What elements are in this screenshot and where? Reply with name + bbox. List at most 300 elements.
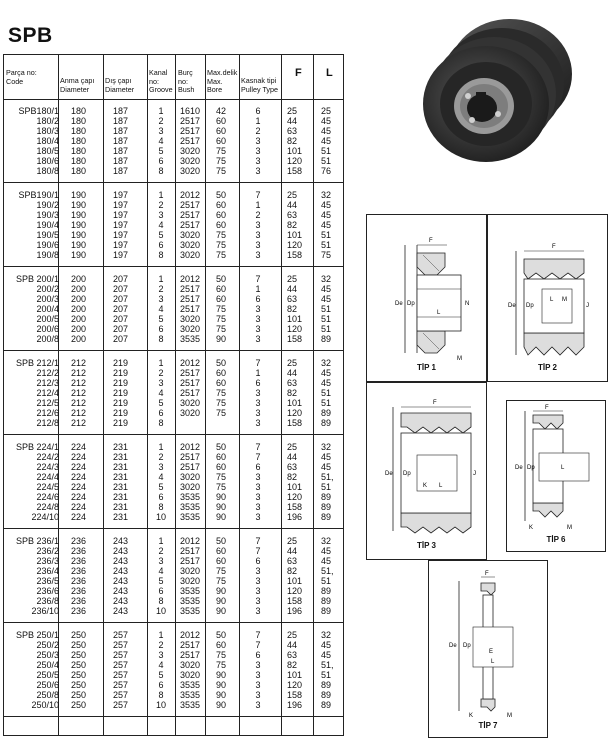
cell-f: 101 <box>287 482 303 492</box>
cell-max-bore: 90 <box>216 334 227 344</box>
cell-pulley-type: 7 <box>255 358 261 368</box>
cell-outer-diameter: 231 <box>113 512 129 522</box>
cell-bush: 3020 <box>180 324 201 334</box>
cell-max-bore: 90 <box>216 492 227 502</box>
cell-f: 120 <box>287 586 303 596</box>
table-row <box>4 492 343 502</box>
cell-outer-diameter: 231 <box>113 472 129 482</box>
cell-bush: 3535 <box>180 512 201 522</box>
tip1-diagram <box>367 215 488 383</box>
cell-l: 75 <box>321 250 332 260</box>
cell-code: 212/2 <box>36 368 59 378</box>
cell-grooves: 2 <box>158 368 164 378</box>
cell-max-bore: 90 <box>216 700 227 710</box>
page-title: SPB <box>8 24 53 47</box>
table-row <box>4 408 343 418</box>
tip3-label: TİP 3 <box>417 541 436 550</box>
cell-f: 101 <box>287 230 303 240</box>
cell-l: 45 <box>321 136 332 146</box>
cell-code: SPB 236/1 <box>15 536 59 546</box>
cell-bush: 2517 <box>180 462 201 472</box>
cell-code: SPB 200/1 <box>15 274 59 284</box>
cell-outer-diameter: 197 <box>113 230 129 240</box>
cell-bush: 2517 <box>180 126 201 136</box>
cell-grooves: 1 <box>158 536 164 546</box>
cell-bush: 3020 <box>180 576 201 586</box>
cell-grooves: 3 <box>158 556 164 566</box>
cell-f: 196 <box>287 606 303 616</box>
cell-bush: 2012 <box>180 358 201 368</box>
cell-outer-diameter: 231 <box>113 462 129 472</box>
cell-f: 101 <box>287 398 303 408</box>
cell-code: 200/4 <box>36 304 59 314</box>
cell-f: 63 <box>287 650 298 660</box>
cell-code: 250/3 <box>36 650 59 660</box>
cell-pulley-type: 6 <box>255 650 261 660</box>
cell-max-bore: 50 <box>216 358 227 368</box>
cell-code: 236/4 <box>36 566 59 576</box>
cell-bush: 3535 <box>180 680 201 690</box>
cell-code: 224/10 <box>31 512 59 522</box>
cell-l: 51 <box>321 156 332 166</box>
table-row <box>4 250 343 260</box>
cell-max-bore: 75 <box>216 576 227 586</box>
cell-f: 82 <box>287 220 298 230</box>
table-row <box>4 324 343 334</box>
cell-code: 236/3 <box>36 556 59 566</box>
cell-f: 25 <box>287 106 298 116</box>
cell-bush: 3020 <box>180 398 201 408</box>
cell-pitch-diameter: 224 <box>71 452 87 462</box>
table-header <box>4 55 343 100</box>
table-row <box>4 566 343 576</box>
table-row-group <box>4 529 343 623</box>
cell-pitch-diameter: 190 <box>71 200 87 210</box>
cell-code: 180/3 <box>36 126 59 136</box>
cell-pulley-type: 3 <box>255 220 261 230</box>
cell-grooves: 3 <box>158 378 164 388</box>
cell-code: 190/4 <box>36 220 59 230</box>
cell-code: 200/8 <box>36 334 59 344</box>
cell-pitch-diameter: 250 <box>71 690 87 700</box>
label-e: E <box>489 649 494 655</box>
cell-grooves: 10 <box>155 700 166 710</box>
cell-max-bore: 50 <box>216 630 227 640</box>
cell-pulley-type: 3 <box>255 388 261 398</box>
cell-outer-diameter: 207 <box>113 274 129 284</box>
cell-code: 200/3 <box>36 294 59 304</box>
cell-pitch-diameter: 250 <box>71 650 87 660</box>
cell-code: 200/6 <box>36 324 59 334</box>
cell-l: 45 <box>321 294 332 304</box>
cell-l: 45 <box>321 378 332 388</box>
label-de: De <box>395 301 403 307</box>
cell-bush: 3020 <box>180 314 201 324</box>
cell-pulley-type: 6 <box>255 378 261 388</box>
label-l: L <box>491 659 495 665</box>
cell-pitch-diameter: 224 <box>71 502 87 512</box>
cell-f: 158 <box>287 502 303 512</box>
cell-max-bore: 60 <box>216 200 227 210</box>
cell-f: 63 <box>287 462 298 472</box>
cell-pitch-diameter: 250 <box>71 660 87 670</box>
cell-f: 25 <box>287 442 298 452</box>
table-row <box>4 670 343 680</box>
cell-grooves: 4 <box>158 472 164 482</box>
cell-l: 45 <box>321 556 332 566</box>
cell-bush: 2517 <box>180 200 201 210</box>
cell-l: 89 <box>321 596 332 606</box>
cell-max-bore: 50 <box>216 442 227 452</box>
cell-grooves: 5 <box>158 482 164 492</box>
cell-pulley-type: 7 <box>255 546 261 556</box>
cell-pitch-diameter: 180 <box>71 136 87 146</box>
cell-max-bore: 75 <box>216 398 227 408</box>
cell-code: 212/3 <box>36 378 59 388</box>
cell-max-bore: 60 <box>216 210 227 220</box>
cell-max-bore: 75 <box>216 314 227 324</box>
cell-f: 44 <box>287 368 298 378</box>
cell-code: 224/5 <box>36 482 59 492</box>
cell-f: 44 <box>287 116 298 126</box>
table-row <box>4 442 343 452</box>
cell-max-bore: 75 <box>216 240 227 250</box>
cell-max-bore: 75 <box>216 146 227 156</box>
cell-f: 101 <box>287 576 303 586</box>
cell-outer-diameter: 219 <box>113 408 129 418</box>
cell-code: 180/8 <box>36 166 59 176</box>
cell-l: 89 <box>321 418 332 428</box>
cell-pitch-diameter: 236 <box>71 596 87 606</box>
cell-f: 25 <box>287 274 298 284</box>
cell-pitch-diameter: 200 <box>71 304 87 314</box>
cell-outer-diameter: 243 <box>113 566 129 576</box>
cell-l: 51 <box>321 304 332 314</box>
cell-f: 101 <box>287 314 303 324</box>
cell-outer-diameter: 219 <box>113 388 129 398</box>
cell-bush: 2517 <box>180 210 201 220</box>
cell-l: 51 <box>321 388 332 398</box>
cell-max-bore: 60 <box>216 368 227 378</box>
cell-pitch-diameter: 200 <box>71 324 87 334</box>
label-l: L <box>439 483 443 489</box>
label-n: N <box>465 301 470 307</box>
cell-pulley-type: 7 <box>255 630 261 640</box>
cell-grooves: 2 <box>158 546 164 556</box>
cell-grooves: 6 <box>158 680 164 690</box>
tip6-label: TİP 6 <box>546 535 566 544</box>
cell-code: 212/6 <box>36 408 59 418</box>
cell-grooves: 6 <box>158 324 164 334</box>
cell-outer-diameter: 257 <box>113 670 129 680</box>
cell-grooves: 5 <box>158 314 164 324</box>
cell-pitch-diameter: 180 <box>71 166 87 176</box>
cell-max-bore: 75 <box>216 304 227 314</box>
cell-code: 190/6 <box>36 240 59 250</box>
cell-max-bore: 60 <box>216 116 227 126</box>
cell-bush: 2517 <box>180 452 201 462</box>
cell-f: 120 <box>287 492 303 502</box>
cell-max-bore: 75 <box>216 230 227 240</box>
cell-outer-diameter: 187 <box>113 106 129 116</box>
cell-l: 76 <box>321 166 332 176</box>
cell-code: 250/8 <box>36 690 59 700</box>
table-row-group <box>4 183 343 267</box>
table-row <box>4 452 343 462</box>
label-de: De <box>449 643 457 649</box>
cell-outer-diameter: 197 <box>113 200 129 210</box>
header-pitch-line2: Diameter <box>60 84 90 94</box>
cell-code: 224/4 <box>36 472 59 482</box>
label-dp: Dp <box>463 643 471 649</box>
label-dp: Dp <box>403 471 411 477</box>
cell-outer-diameter: 231 <box>113 452 129 462</box>
cell-code: SPB 250/1 <box>15 630 59 640</box>
cell-code: 180/4 <box>36 136 59 146</box>
cell-max-bore: 50 <box>216 536 227 546</box>
cell-f: 44 <box>287 200 298 210</box>
cell-grooves: 2 <box>158 284 164 294</box>
drawing-tip3 <box>366 382 487 560</box>
cell-l: 51 <box>321 398 332 408</box>
label-de: De <box>385 471 393 477</box>
cell-l: 89 <box>321 680 332 690</box>
cell-bush: 3535 <box>180 502 201 512</box>
cell-pulley-type: 1 <box>255 368 261 378</box>
label-j: J <box>473 471 476 477</box>
table-row <box>4 334 343 344</box>
cell-f: 63 <box>287 556 298 566</box>
cell-pitch-diameter: 236 <box>71 556 87 566</box>
cell-outer-diameter: 257 <box>113 690 129 700</box>
table-row <box>4 482 343 492</box>
cell-bush: 3535 <box>180 690 201 700</box>
cell-max-bore: 50 <box>216 190 227 200</box>
cell-pitch-diameter: 200 <box>71 294 87 304</box>
cell-outer-diameter: 243 <box>113 596 129 606</box>
cell-outer-diameter: 207 <box>113 334 129 344</box>
table-row <box>4 240 343 250</box>
cell-outer-diameter: 231 <box>113 482 129 492</box>
spec-table <box>3 54 344 736</box>
cell-l: 89 <box>321 512 332 522</box>
table-row <box>4 314 343 324</box>
cell-code: 200/2 <box>36 284 59 294</box>
cell-f: 82 <box>287 472 298 482</box>
cell-grooves: 5 <box>158 398 164 408</box>
cell-outer-diameter: 197 <box>113 190 129 200</box>
cell-pitch-diameter: 190 <box>71 220 87 230</box>
cell-l: 45 <box>321 650 332 660</box>
cell-max-bore: 60 <box>216 462 227 472</box>
cell-outer-diameter: 207 <box>113 304 129 314</box>
table-row <box>4 368 343 378</box>
label-de: De <box>508 303 516 309</box>
technical-drawings <box>366 214 608 738</box>
header-pitch-line1: Anma çapı <box>60 76 95 85</box>
cell-l: 32 <box>321 190 332 200</box>
header-outer-line1: Dış çapı <box>105 76 132 85</box>
cell-code: 236/10 <box>31 606 59 616</box>
tip7-label: TİP 7 <box>478 721 498 730</box>
cell-max-bore: 90 <box>216 606 227 616</box>
cell-code: SPB 212/1 <box>15 358 59 368</box>
table-row <box>4 536 343 546</box>
header-bush-line3: Bush <box>178 85 195 94</box>
cell-l: 45 <box>321 126 332 136</box>
cell-l: 32 <box>321 536 332 546</box>
cell-pulley-type: 7 <box>255 536 261 546</box>
cell-grooves: 10 <box>155 512 166 522</box>
cell-f: 158 <box>287 250 303 260</box>
cell-code: 250/6 <box>36 680 59 690</box>
cell-outer-diameter: 187 <box>113 136 129 146</box>
label-l: L <box>550 297 554 303</box>
cell-outer-diameter: 187 <box>113 156 129 166</box>
cell-f: 63 <box>287 210 298 220</box>
table-row <box>4 294 343 304</box>
cell-outer-diameter: 257 <box>113 680 129 690</box>
cell-max-bore: 60 <box>216 294 227 304</box>
cell-pitch-diameter: 236 <box>71 546 87 556</box>
table-row <box>4 596 343 606</box>
label-k: K <box>469 713 474 719</box>
cell-l: 51 <box>321 482 332 492</box>
cell-grooves: 1 <box>158 630 164 640</box>
cell-outer-diameter: 243 <box>113 606 129 616</box>
tip7-diagram <box>429 561 549 739</box>
cell-pitch-diameter: 212 <box>71 418 87 428</box>
cell-bush: 3020 <box>180 166 201 176</box>
cell-f: 25 <box>287 630 298 640</box>
table-row <box>4 210 343 220</box>
cell-code: 180/5 <box>36 146 59 156</box>
cell-code: 190/3 <box>36 210 59 220</box>
cell-bush: 2517 <box>180 650 201 660</box>
cell-pitch-diameter: 190 <box>71 190 87 200</box>
cell-grooves: 8 <box>158 334 164 344</box>
cell-outer-diameter: 187 <box>113 126 129 136</box>
cell-max-bore: 75 <box>216 472 227 482</box>
cell-code: SPB 224/1 <box>15 442 59 452</box>
cell-f: 82 <box>287 660 298 670</box>
cell-f: 120 <box>287 240 303 250</box>
cell-grooves: 6 <box>158 408 164 418</box>
cell-pulley-type: 3 <box>255 596 261 606</box>
cell-bush: 3535 <box>180 492 201 502</box>
cell-pulley-type: 2 <box>255 126 261 136</box>
cell-f: 120 <box>287 680 303 690</box>
cell-pitch-diameter: 224 <box>71 462 87 472</box>
cell-pulley-type: 7 <box>255 274 261 284</box>
cell-outer-diameter: 187 <box>113 146 129 156</box>
table-row-group <box>4 99 343 183</box>
table-row-group <box>4 435 343 529</box>
cell-f: 82 <box>287 388 298 398</box>
table-row <box>4 556 343 566</box>
label-k: K <box>529 525 534 531</box>
cell-max-bore: 90 <box>216 680 227 690</box>
cell-f: 44 <box>287 452 298 462</box>
cell-l: 32 <box>321 358 332 368</box>
cell-code: 180/2 <box>36 116 59 126</box>
header-f: F <box>295 67 302 79</box>
table-row <box>4 220 343 230</box>
cell-pulley-type: 3 <box>255 586 261 596</box>
cell-pitch-diameter: 212 <box>71 358 87 368</box>
cell-grooves: 4 <box>158 660 164 670</box>
cell-max-bore: 75 <box>216 650 227 660</box>
table-row <box>4 586 343 596</box>
cell-pulley-type: 3 <box>255 334 261 344</box>
table-row <box>4 576 343 586</box>
cell-pitch-diameter: 250 <box>71 700 87 710</box>
cell-outer-diameter: 243 <box>113 586 129 596</box>
table-row <box>4 156 343 166</box>
label-f: F <box>545 405 549 411</box>
label-dp: Dp <box>526 303 534 309</box>
table-row <box>4 606 343 616</box>
cell-grooves: 8 <box>158 418 164 428</box>
header-bush-line1: Burç <box>178 68 193 77</box>
label-j: J <box>586 303 589 309</box>
cell-pulley-type: 3 <box>255 230 261 240</box>
cell-code: 212/5 <box>36 398 59 408</box>
label-f: F <box>429 238 433 244</box>
cell-pulley-type: 3 <box>255 472 261 482</box>
header-bore-line2: Max. <box>207 76 223 86</box>
table-row <box>4 700 343 710</box>
cell-f: 63 <box>287 126 298 136</box>
cell-bush: 2517 <box>180 546 201 556</box>
cell-pulley-type: 6 <box>255 556 261 566</box>
label-m: M <box>507 713 512 719</box>
cell-l: 51, <box>321 472 334 482</box>
header-grooves-line2: no: <box>149 76 159 86</box>
cell-l: 32 <box>321 630 332 640</box>
cell-pulley-type: 3 <box>255 304 261 314</box>
cell-grooves: 3 <box>158 294 164 304</box>
cell-outer-diameter: 231 <box>113 502 129 512</box>
cell-f: 44 <box>287 640 298 650</box>
cell-f: 63 <box>287 378 298 388</box>
cell-max-bore: 75 <box>216 388 227 398</box>
cell-f: 158 <box>287 596 303 606</box>
drawing-tip6 <box>506 400 606 552</box>
cell-l: 45 <box>321 200 332 210</box>
cell-max-bore: 75 <box>216 166 227 176</box>
cell-max-bore: 60 <box>216 546 227 556</box>
cell-grooves: 3 <box>158 462 164 472</box>
cell-pulley-type: 7 <box>255 190 261 200</box>
cell-grooves: 6 <box>158 240 164 250</box>
cell-grooves: 10 <box>155 606 166 616</box>
cell-pitch-diameter: 236 <box>71 576 87 586</box>
cell-pitch-diameter: 200 <box>71 314 87 324</box>
cell-bush: 2012 <box>180 630 201 640</box>
cell-bush: 3535 <box>180 700 201 710</box>
cell-grooves: 5 <box>158 670 164 680</box>
cell-max-bore: 60 <box>216 126 227 136</box>
tip1-label: TİP 1 <box>417 363 436 372</box>
cell-l: 51 <box>321 324 332 334</box>
cell-code: 236/5 <box>36 576 59 586</box>
cell-f: 158 <box>287 418 303 428</box>
cell-pitch-diameter: 212 <box>71 368 87 378</box>
cell-bush: 2517 <box>180 368 201 378</box>
cell-f: 25 <box>287 190 298 200</box>
table-row <box>4 230 343 240</box>
